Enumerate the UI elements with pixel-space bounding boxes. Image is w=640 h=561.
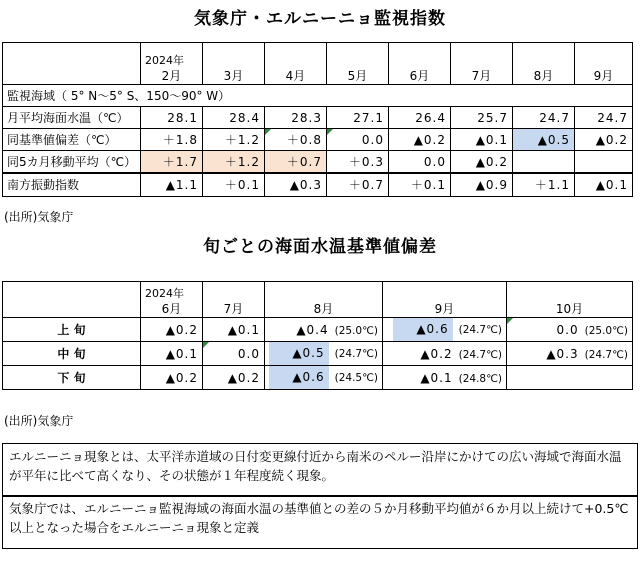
row-label: 月平均海面水温（℃）: [3, 107, 141, 129]
cell: ＋1.1: [513, 173, 575, 196]
table2-header-row: [3, 282, 633, 318]
cell: ▲0.2 (24.7℃): [383, 342, 507, 366]
row-label: 同5カ月移動平均（℃）: [3, 151, 141, 174]
month-header: 7月: [451, 43, 513, 85]
cell: ▲0.2: [575, 129, 633, 151]
highlighted-value: ▲0.6: [393, 318, 453, 341]
cell: ▲1.1: [141, 173, 203, 196]
month-header: 2024年 6月: [141, 282, 203, 318]
dekad-deviation-table: [2, 281, 633, 390]
month-header: 9月: [383, 282, 507, 318]
month-header: 4月: [265, 43, 327, 85]
table-row: [3, 342, 633, 366]
cell: ＋0.8: [265, 129, 327, 151]
row-label: 中 旬: [3, 342, 141, 366]
cell: 0.0: [203, 342, 265, 366]
cell: ▲0.1: [203, 318, 265, 342]
month-header: 6月: [389, 43, 451, 85]
year-label: 2024年: [145, 287, 184, 300]
region-row: [3, 85, 633, 107]
cell: 24.7: [575, 107, 633, 129]
cell: 28.1: [141, 107, 203, 129]
cell: ▲0.6 (24.5℃): [265, 366, 383, 390]
cell: 0.0: [327, 129, 389, 151]
highlighted-cell: ▲0.5: [513, 129, 575, 151]
month-header: 9月: [575, 43, 633, 85]
month-header: 10月: [507, 282, 633, 318]
cell: 27.1: [327, 107, 389, 129]
cell: ▲0.2: [389, 129, 451, 151]
cell: ▲0.2: [141, 318, 203, 342]
cell: ▲0.2: [141, 366, 203, 390]
cell: ▲0.1: [451, 129, 513, 151]
year-label: 2024年: [145, 54, 184, 67]
row-label: 上 旬: [3, 318, 141, 342]
row-label: 同基準値偏差（℃）: [3, 129, 141, 151]
cell: 0.0 (25.0℃): [507, 318, 633, 342]
table2-title: 旬ごとの海面水温基準値偏差: [203, 237, 437, 257]
cell: ▲0.1 (24.8℃): [383, 366, 507, 390]
table-row: [3, 129, 633, 151]
cell: ▲0.3 (24.7℃): [507, 342, 633, 366]
cell: ▲0.9: [451, 173, 513, 196]
cell: 24.7: [513, 107, 575, 129]
table-row: [3, 173, 633, 196]
region-label: 監視海域（ 5° N～5° S、150～90° W）: [3, 85, 633, 107]
month-header: 5月: [327, 43, 389, 85]
row-label: 南方振動指数: [3, 173, 141, 196]
table-row: [3, 318, 633, 342]
jma-definition-note: 気象庁では、エルニーニョ監視海域の海面水温の基準値との差の５か月移動平均値が６か月以上続けて+0.5℃以上となった場合をエルニーニョ現象と定義: [2, 495, 638, 549]
cell: [513, 151, 575, 174]
cell: ▲0.2: [203, 366, 265, 390]
highlighted-cell: ＋1.7: [141, 151, 203, 174]
cell: 25.7: [451, 107, 513, 129]
cell: ＋0.1: [203, 173, 265, 196]
cell: ▲0.1: [141, 342, 203, 366]
highlighted-cell: ＋1.2: [203, 151, 265, 174]
cell: 28.4: [203, 107, 265, 129]
cell: ▲0.1: [575, 173, 633, 196]
cell: [507, 366, 633, 390]
table1-header-row: [3, 43, 633, 85]
table1-source: (出所)気象庁: [4, 210, 74, 224]
highlighted-value: ▲0.6: [269, 366, 329, 389]
month-header: 8月: [513, 43, 575, 85]
highlighted-value: ▲0.5: [269, 342, 329, 365]
el-nino-index-table: [2, 42, 633, 197]
table1-corner: [3, 43, 141, 85]
cell: 28.3: [265, 107, 327, 129]
month-header: 8月: [265, 282, 383, 318]
cell: ＋0.1: [389, 173, 451, 196]
cell: ＋1.8: [141, 129, 203, 151]
table2-corner: [3, 282, 141, 318]
month-header: 3月: [203, 43, 265, 85]
cell: ＋0.3: [327, 151, 389, 174]
cell: ▲0.3: [265, 173, 327, 196]
cell: ▲0.6 (24.7℃): [383, 318, 507, 342]
cell: ＋1.2: [203, 129, 265, 151]
cell: ▲0.5 (24.7℃): [265, 342, 383, 366]
cell: ＋0.7: [327, 173, 389, 196]
month-header: 7月: [203, 282, 265, 318]
table2-source: (出所)気象庁: [4, 414, 74, 428]
table-row: [3, 107, 633, 129]
cell: ▲0.4 (25.0℃): [265, 318, 383, 342]
cell: 0.0: [389, 151, 451, 174]
table-row: [3, 366, 633, 390]
el-nino-definition-note: エルニーニョ現象とは、太平洋赤道域の日付変更線付近から南米のペルー沿岸にかけての広い海域で海面水温が平年に比べて高くなり、その状態が１年程度続く現象。: [2, 443, 638, 497]
table1-title: 気象庁・エルニーニョ監視指数: [194, 9, 446, 29]
cell: 26.4: [389, 107, 451, 129]
table-row: [3, 151, 633, 174]
highlighted-cell: ＋0.7: [265, 151, 327, 174]
row-label: 下 旬: [3, 366, 141, 390]
cell: ▲0.2: [451, 151, 513, 174]
cell: [575, 151, 633, 174]
month-header: 2024年 2月: [141, 43, 203, 85]
